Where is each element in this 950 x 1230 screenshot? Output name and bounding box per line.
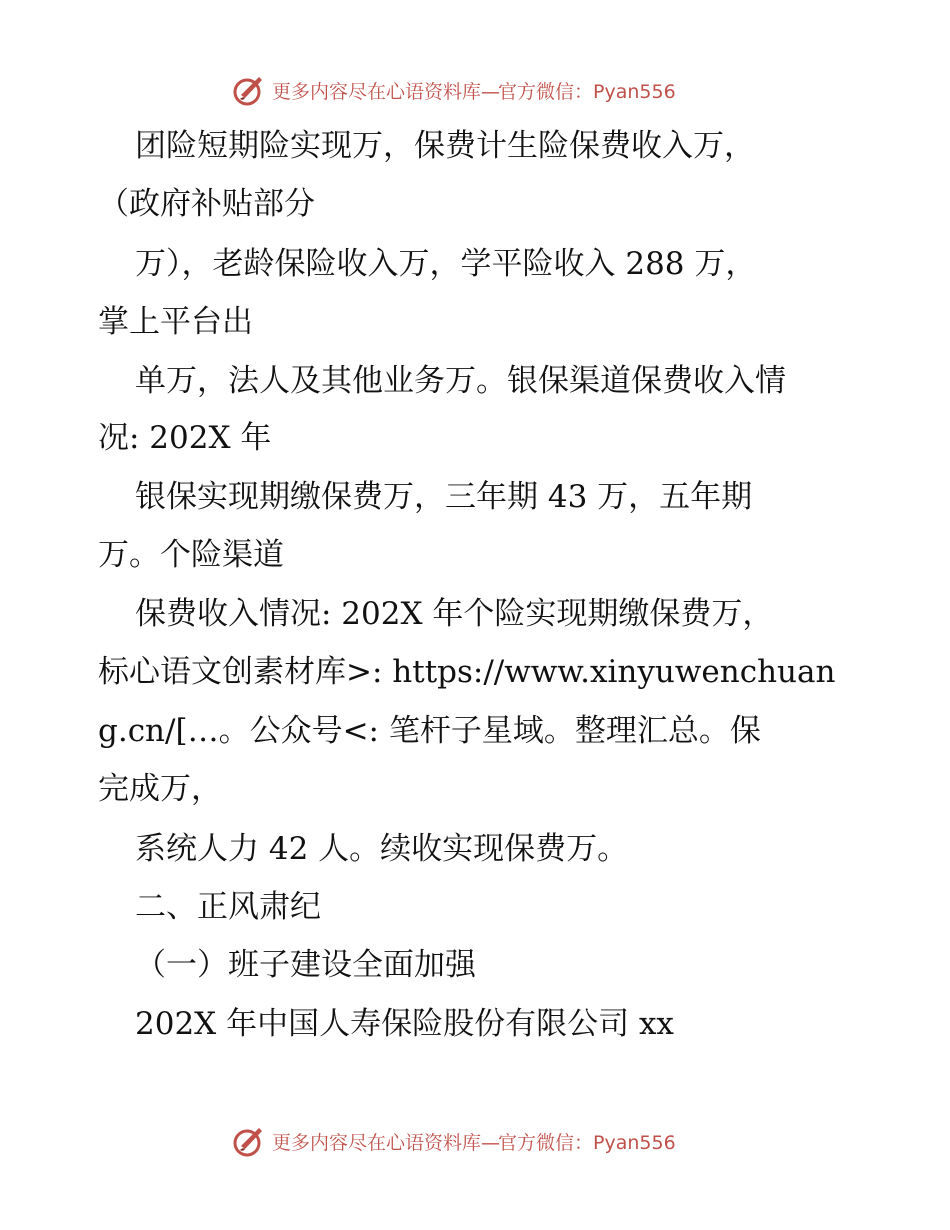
body-line: 202X 年中国人寿保险股份有限公司 xx [135, 1006, 674, 1042]
body-line: 掌上平台出 [98, 304, 253, 340]
body-line: 保费收入情况: 202X 年个险实现期缴保费万， [135, 596, 774, 632]
header-watermark [232, 71, 676, 109]
brush-logo-icon [232, 73, 266, 107]
watermark-text: 更多内容尽在心语资料库 [272, 80, 482, 103]
body-line: 万），老龄保险收入万，学平险收入 288 万， [135, 246, 757, 282]
section-heading: 二、正风肃纪 [135, 889, 321, 925]
body-line: 系统人力 42 人。续收实现保费万。 [135, 831, 629, 867]
body-line: 单万，法人及其他业务万。银保渠道保费收入情 [135, 363, 786, 399]
body-line: 团险短期险实现万，保费计生险保费收入万， [135, 128, 755, 164]
body-line: 银保实现期缴保费万，三年期 43 万，五年期 [135, 479, 753, 515]
subsection-heading: （一）班子建设全面加强 [135, 947, 476, 983]
body-line: g.cn/[…。公众号<: 笔杆子星域。整理汇总。保 [98, 713, 761, 749]
brush-logo-icon [232, 1124, 266, 1158]
watermark-dash: — [481, 80, 499, 103]
body-line: 标心语文创素材库>: https://www.xinyuwenchuan [98, 654, 836, 690]
body-line: 完成万， [98, 771, 222, 807]
footer-watermark [232, 1122, 676, 1160]
body-line: 万。个险渠道 [98, 537, 284, 573]
body-line: （政府补贴部分 [98, 186, 315, 222]
watermark-wechat: 官方微信：Pyan556 [498, 1131, 676, 1154]
watermark-text: 更多内容尽在心语资料库 [272, 1131, 482, 1154]
body-line: 况: 202X 年 [98, 420, 272, 456]
watermark-wechat: 官方微信：Pyan556 [498, 80, 676, 103]
watermark-dash: — [481, 1131, 499, 1154]
